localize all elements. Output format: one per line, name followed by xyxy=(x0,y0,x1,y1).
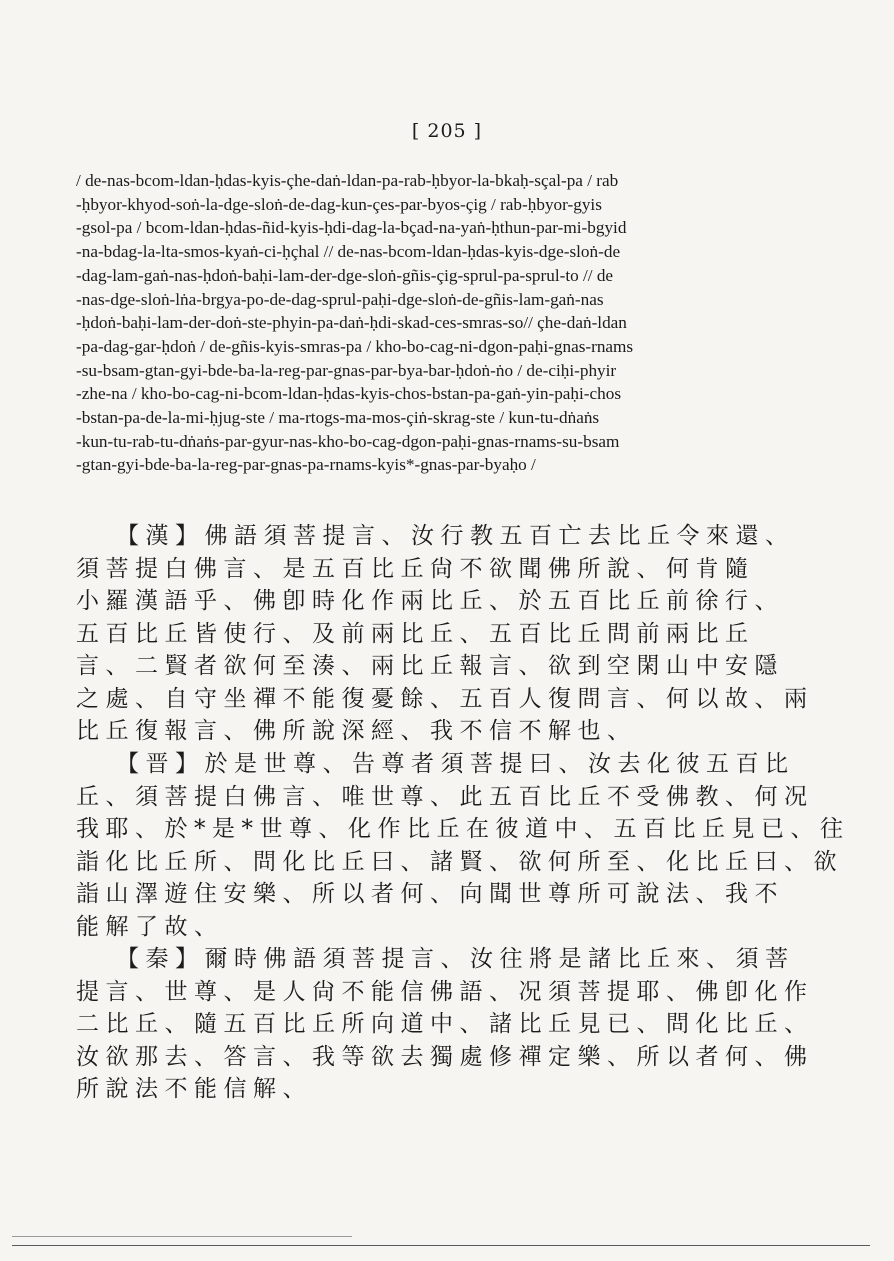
chinese-line: 【秦】爾時佛語須菩提言、汝往將是諸比丘來、須菩 xyxy=(116,946,795,972)
chinese-line: 二比丘、隨五百比丘所向道中、諸比丘見已、問化比丘、 xyxy=(76,1011,814,1037)
scan-edge-line xyxy=(12,1236,352,1237)
chinese-line: 詣化比丘所、問化比丘曰、諸賢、欲何所至、化比丘曰、欲 xyxy=(76,848,843,875)
chinese-line: 之處、自守坐禪不能復憂餘、五百人復問言、何以故、兩 xyxy=(76,685,814,712)
tibetan-line: / de-nas-bcom-ldan-ḥdas-kyis-çhe-daṅ-ldan-pa-rab-ḥbyor-la-bkaḥ-sçal-pa / rab xyxy=(76,171,619,190)
chinese-line: 【晋】於是世尊、告尊者須菩提曰、汝去化彼五百比 xyxy=(116,751,795,777)
chinese-line: 五百比丘皆使行、及前兩比丘、五百比丘問前兩比丘 xyxy=(76,620,755,647)
tibetan-line: -pa-dag-gar-ḥdoṅ / de-gñis-kyis-smras-pa / kho-bo-cag-ni-dgon-paḥi-gnas-rnams xyxy=(76,336,634,356)
bottom-rule xyxy=(12,1245,870,1246)
tibetan-line: -dag-lam-gaṅ-nas-ḥdoṅ-baḥi-lam-der-dge-sloṅ-gñis-çig-sprul-pa-sprul-to // de xyxy=(76,265,614,285)
tibetan-text-block xyxy=(76,169,752,477)
chinese-line: 言、二賢者欲何至湊、兩比丘報言、欲到空閑山中安隱 xyxy=(76,653,784,679)
chinese-line: 提言、世尊、是人尙不能信佛語、况須菩提耶、佛卽化作 xyxy=(76,978,814,1005)
chinese-line: 丘、須菩提白佛言、唯世尊、此五百比丘不受佛教、何况 xyxy=(76,783,814,810)
tibetan-line: -na-bdag-la-lta-smos-kyaṅ-ci-ḥçhal // de-nas-bcom-ldan-ḥdas-kyis-dge-sloṅ-de xyxy=(76,242,621,262)
chinese-line: 我耶、於*是*世尊、化作比丘在彼道中、五百比丘見已、往 xyxy=(76,816,850,842)
tibetan-line: -bstan-pa-de-la-mi-ḥjug-ste / ma-rtogs-ma-mos-çiṅ-skrag-ste / kun-tu-dṅaṅs xyxy=(76,408,600,428)
chinese-paragraph-qin xyxy=(76,943,814,1106)
chinese-line: 須菩提白佛言、是五百比丘尙不欲聞佛所說、何肯隨 xyxy=(76,555,755,582)
chinese-line: 比丘復報言、佛所說深經、我不信不解也、 xyxy=(76,718,637,744)
tibetan-line: -ḥbyor-khyod-soṅ-la-dge-sloṅ-de-dag-kun-çes-par-byos-çig / rab-ḥbyor-gyis xyxy=(76,194,602,214)
page-number: [ 205 ] xyxy=(411,120,483,142)
tibetan-line: -zhe-na / kho-bo-cag-ni-bcom-ldan-ḥdas-kyis-chos-bstan-pa-gaṅ-yin-paḥi-chos xyxy=(76,384,622,404)
chinese-line: 汝欲那去、答言、我等欲去獨處修禪定樂、所以者何、佛 xyxy=(76,1043,814,1070)
tibetan-line: -gtan-gyi-bde-ba-la-reg-par-gnas-pa-rnams-kyis*-gnas-par-byaḥo / xyxy=(76,455,536,475)
chinese-line: 能解了故、 xyxy=(76,913,224,940)
chinese-line: 所說法不能信解、 xyxy=(76,1076,312,1102)
chinese-line: 【漢】佛語須菩提言、汝行教五百亡去比丘令來還、 xyxy=(116,523,795,549)
tibetan-line: -gsol-pa / bcom-ldan-ḥdas-ñid-kyis-ḥdi-dag-la-bçad-na-yaṅ-ḥthun-par-mi-bgyid xyxy=(76,218,627,238)
chinese-line: 詣山澤遊住安樂、所以者何、向聞世尊所可說法、我不 xyxy=(76,881,784,907)
tibetan-line: -ḥdoṅ-baḥi-lam-der-doṅ-ste-phyin-pa-daṅ-ḥdi-skad-ces-smras-so// çhe-daṅ-ldan xyxy=(76,313,627,333)
tibetan-line: -kun-tu-rab-tu-dṅaṅs-par-gyur-nas-kho-bo-cag-dgon-paḥi-gnas-rnams-su-bsam xyxy=(76,431,620,451)
chinese-paragraph-jin xyxy=(76,748,850,943)
chinese-paragraph-han xyxy=(76,520,814,748)
tibetan-line: -nas-dge-sloṅ-lṅa-brgya-po-de-dag-sprul-paḥi-dge-sloṅ-de-gñis-lam-gaṅ-nas xyxy=(76,289,604,309)
tibetan-line: -su-bsam-gtan-gyi-bde-ba-la-reg-par-gnas-par-bya-bar-ḥdoṅ-ṅo / de-ciḥi-phyir xyxy=(76,360,617,380)
chinese-line: 小羅漢語乎、佛卽時化作兩比丘、於五百比丘前徐行、 xyxy=(76,588,784,614)
